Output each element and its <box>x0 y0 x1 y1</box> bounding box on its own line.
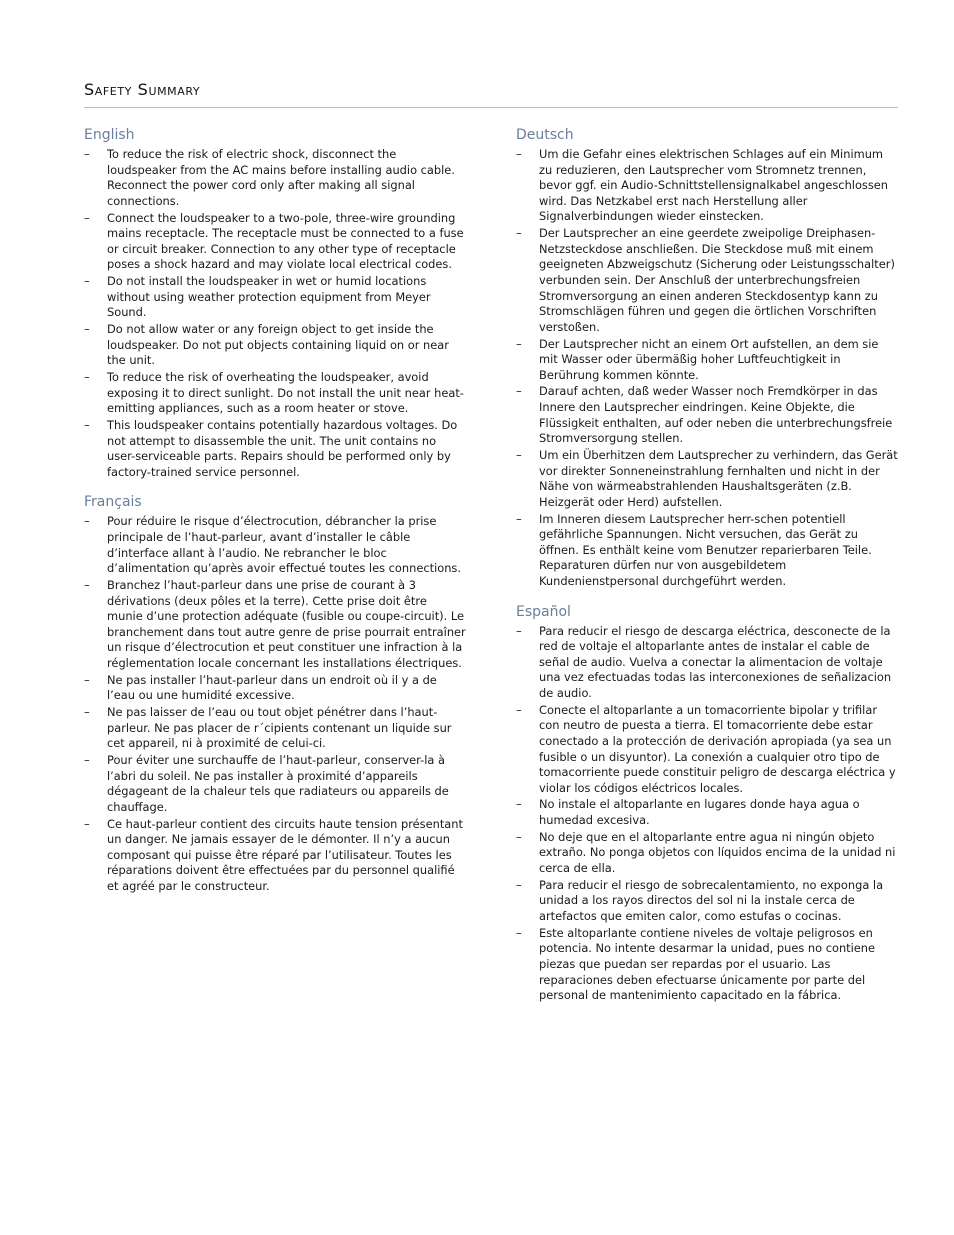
item-text: Para reducir el riesgo de sobrecalentamiento, no exponga la unidad a los rayos directos del sol ni la instale cerca de artefactos que emiten calor, como estufas o cocinas. <box>539 877 884 923</box>
language-heading: English <box>84 127 135 143</box>
right-column <box>516 126 898 1017</box>
list-item <box>84 578 466 672</box>
item-text: Der Lautsprecher nicht an einem Ort aufstellen, an dem sie mit Wasser oder übermäßig hoher Luftfeuchtigkeit in Berührung kommen könnte. <box>539 336 879 382</box>
item-text: Pour réduire le risque d’électrocution, débrancher la prise principale de l’haut-parleur, avant d’installer le câble d’interface allant à l’audio. Ne rebrancher le bloc d’alimentation qu’après avoir effectué toutes les connections. <box>107 514 461 576</box>
list-item <box>516 226 898 335</box>
dash-icon: – <box>516 829 522 844</box>
item-text: To reduce the risk of overheating the loudspeaker, avoid exposing it to direct sunlight. Do not install the unit near heat-emitting appliances, such as a room heater or stove. <box>107 370 464 416</box>
list-item <box>516 512 898 590</box>
item-text: Pour éviter une surchauffe de l’haut-parleur, conserver-la à l’abri du soleil. Ne pas installer à proximité d’appareils dégageant de la chaleur tels que radiateurs ou appareils de chauffage. <box>107 753 449 814</box>
list-item <box>84 370 466 417</box>
item-text: Darauf achten, daß weder Wasser noch Fremdkörper in das Innere den Lautsprecher eindringen. Keine Objekte, die Flüssigkeit enthalten, auf oder neben die unterbrechungsfreie Stromversorgung stellen. <box>539 384 893 446</box>
list-item <box>516 147 898 225</box>
list-item <box>516 624 898 702</box>
language-heading: Español <box>516 603 571 620</box>
title-divider <box>84 107 898 108</box>
bullet-list <box>516 624 898 1004</box>
item-text: Ne pas laisser de l’eau ou tout objet pénétrer dans l’haut-parleur. Ne pas placer de r´cipients contenant un liquide sur cet appareil, ni à proximité de celui-ci. <box>107 705 452 751</box>
list-item <box>516 384 898 446</box>
dash-icon: – <box>84 672 90 687</box>
item-text: Do not install the loudspeaker in wet or humid locations without using weather protection equipment from Meyer Sound. <box>107 274 431 320</box>
list-item <box>84 673 466 704</box>
list-item <box>516 878 898 925</box>
list-item <box>84 211 466 273</box>
list-item <box>84 274 466 321</box>
dash-icon: – <box>84 418 90 433</box>
dash-icon: – <box>516 384 522 399</box>
dash-icon: – <box>84 147 90 161</box>
item-text: Um die Gefahr eines elektrischen Schlages auf ein Minimum zu reduzieren, den Lautsprecher vom Stromnetz trennen, bevor ggf. ein Audio-Schnittstellensignalkabel angeschlossen wird. Das Netzkabel erst nach Herstellung aller Signalverbindungen wieder einstecken. <box>539 147 889 224</box>
dash-icon: – <box>516 797 522 812</box>
list-item <box>84 514 466 576</box>
page-title: Safety Summary <box>84 80 201 99</box>
list-item <box>84 705 466 752</box>
dash-icon: – <box>516 623 522 638</box>
dash-icon: – <box>516 702 522 717</box>
item-text: Conecte el altoparlante a un tomacorriente bipolar y trifilar con neutro de puesta a tierra. El tomacorriente debe estar conectado a la protección de derivación apropiada (ya sea un fusible o un disyuntor). La conexión a cualquier otro tipo de tomacorriente puede constituir peligro de descarga eléctrica y violar los códigos eléctricos locales. <box>539 702 896 795</box>
bullet-list <box>84 514 466 894</box>
dash-icon: – <box>516 448 522 463</box>
language-heading: Deutsch <box>516 127 574 143</box>
item-text: Ce haut-parleur contient des circuits haute tension présentant un danger. Ne jamais essayer de le démonter. Il n’y a aucun composant qui puisse être réparé par l’utilisateur. Toutes les réparations doivent être effectuées par du personnel qualifié et agréé par le constructeur. <box>107 816 463 893</box>
list-item <box>516 337 898 384</box>
item-text: Do not allow water or any foreign object to get inside the loudspeaker. Do not put objects containing liquid on or near the unit. <box>107 322 449 368</box>
item-text: This loudspeaker contains potentially hazardous voltages. Do not attempt to disassemble the unit. The unit contains no user-serviceable parts. Repairs should be performed only by factory-trained service personnel. <box>107 418 458 479</box>
left-column <box>84 126 466 908</box>
section-english <box>84 126 466 480</box>
section-francais <box>84 493 466 894</box>
dash-icon: – <box>84 705 90 720</box>
bullet-list <box>84 147 466 480</box>
item-text: No instale el altoparlante en lugares donde haya agua o humedad excesiva. <box>539 797 860 828</box>
dash-icon: – <box>84 753 90 768</box>
list-item <box>84 418 466 480</box>
list-item <box>516 926 898 1004</box>
list-item <box>516 830 898 877</box>
dash-icon: – <box>84 322 90 337</box>
list-item <box>84 147 466 209</box>
item-text: Branchez l’haut-parleur dans une prise de courant à 3 dérivations (deux pôles et la terre). Cette prise doit être munie d’une protection adéquate (fusible ou coupe-circuit). Le branchement dans tout autre genre de prise pourrait entraîner un risque d’électrocution et peut constituer une infraction à la réglementation locale concernant les installations électriques. <box>107 577 466 670</box>
list-item <box>84 322 466 369</box>
dash-icon: – <box>84 577 90 592</box>
dash-icon: – <box>516 226 522 241</box>
dash-icon: – <box>84 210 90 225</box>
dash-icon: – <box>84 370 90 385</box>
dash-icon: – <box>84 274 90 289</box>
dash-icon: – <box>84 816 90 831</box>
item-text: No deje que en el altoparlante entre agua ni ningún objeto extraño. No ponga objetos con líquidos encima de la unidad ni cerca de ella. <box>539 829 896 876</box>
item-text: Ne pas installer l’haut-parleur dans un endroit où il y a de l’eau ou une humidité excessive. <box>107 672 437 703</box>
list-item <box>84 753 466 815</box>
item-text: Connect the loudspeaker to a two-pole, three-wire grounding mains receptacle. The receptacle must be connected to a fuse or circuit breaker. Connection to any other type of receptacle poses a shock hazard and may violate local electrical codes. <box>107 210 464 272</box>
item-text: Para reducir el riesgo de descarga eléctrica, desconecte de la red de voltaje el altoparlante antes de instalar el cable de señal de audio. Vuelva a conectar la alimentacion de voltaje una vez efectuadas todas las interconexiones de señalizacion de audio. <box>539 623 892 700</box>
list-item <box>84 817 466 895</box>
dash-icon: – <box>84 514 90 529</box>
item-text: Im Inneren diesem Lautsprecher herr-schen potentiell gefährliche Spannungen. Nicht versuchen, das Gerät zu öffnen. Es enthält keine vom Benutzer reparierbaren Teile. Reparaturen dürfen nur von ausgebildetem Kundenienstpersonal durchgeführt werden. <box>539 511 872 588</box>
dash-icon: – <box>516 925 522 940</box>
list-item <box>516 703 898 797</box>
section-deutsch <box>516 126 898 590</box>
item-text: Der Lautsprecher an eine geerdete zweipolige Dreiphasen-Netzsteckdose anschließen. Die Steckdose muß mit einem geeigneten Abzweigschutz (Sicherung oder Leistungsschalter) verbunden sein. Der Anschluß der unterbrechungsfreien Stromversorgung an einen anderen Steckdosentyp kann zu Stromschlägen führen und gegen die örtlichen Vorschriften verstoßen. <box>539 226 895 334</box>
item-text: Um ein Überhitzen dem Lautsprecher zu verhindern, das Gerät vor direkter Sonneneinstrahlung fernhalten und nicht in der Nähe von wärmeabstrahlenden Haushaltsgeräten (z.B. Heizgerät oder Herd) aufstellen. <box>539 448 898 509</box>
list-item <box>516 448 898 510</box>
bullet-list <box>516 147 898 590</box>
dash-icon: – <box>516 877 522 892</box>
item-text: To reduce the risk of electric shock, disconnect the loudspeaker from the AC mains before installing audio cable. Reconnect the power cord only after making all signal connections. <box>107 147 455 208</box>
dash-icon: – <box>516 511 522 526</box>
language-heading: Français <box>84 494 142 511</box>
dash-icon: – <box>516 147 522 161</box>
list-item <box>516 797 898 828</box>
item-text: Este altoparlante contiene niveles de voltaje peligrosos en potencia. No intente desarmar la unidad, pues no contiene piezas que puedan ser repardas por el usuario. Las reparaciones deben efectuarse únicamente por parte del personal de mantenimiento capacitado en la fábrica. <box>539 925 876 1003</box>
section-espanol <box>516 603 898 1004</box>
dash-icon: – <box>516 336 522 351</box>
